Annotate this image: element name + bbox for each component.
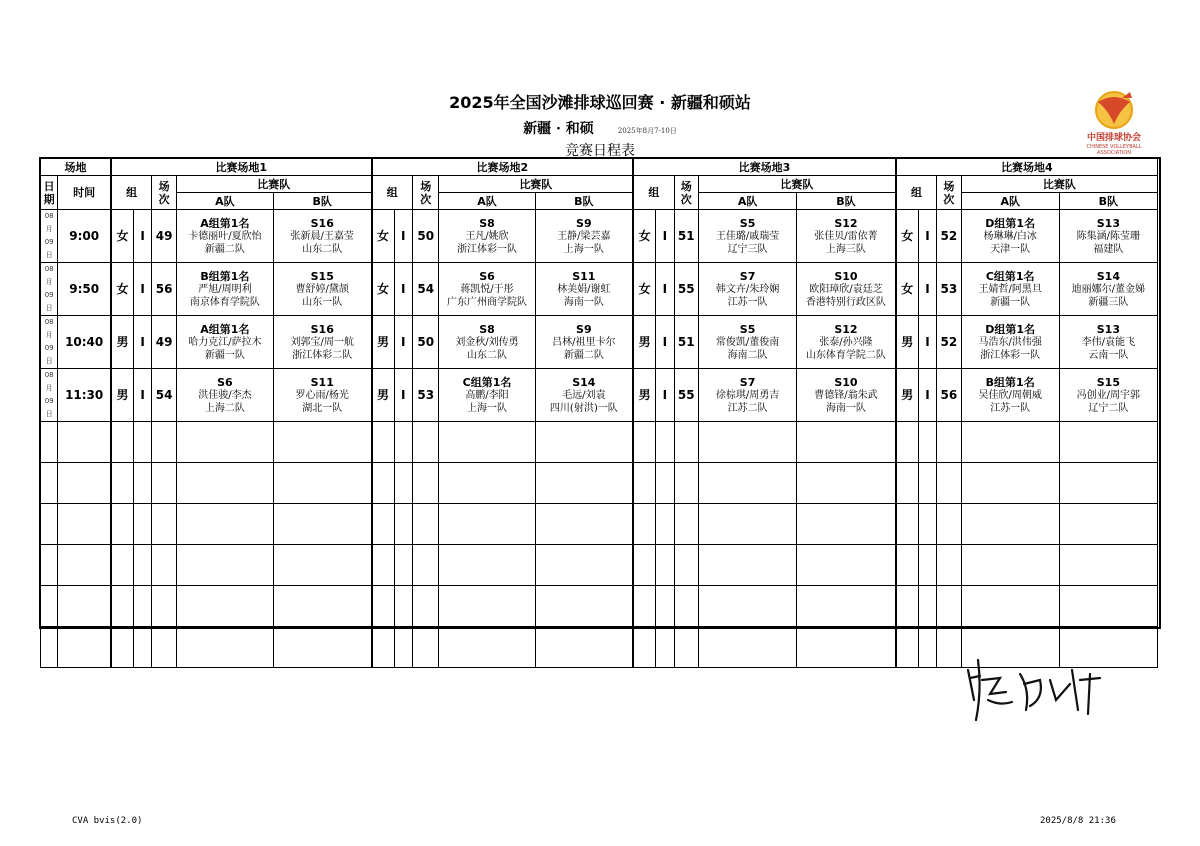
gender-cell: 女 <box>896 210 918 263</box>
player-names: 王婧哲/阿黑旦 <box>978 283 1042 295</box>
round-cell: I <box>133 369 151 422</box>
team-name: 湖北一队 <box>302 402 343 414</box>
time-cell: 10:40 <box>58 316 111 369</box>
player-names: 曹德锋/翁朱武 <box>814 389 878 401</box>
player-names: 王凡/姚欣 <box>465 230 509 242</box>
seed-label: S10 <box>834 375 858 389</box>
team-name: 新疆二队 <box>204 243 245 255</box>
seed-label: S8 <box>479 322 495 336</box>
player-names: 徐棕琪/周勇吉 <box>715 389 780 401</box>
team-a-cell <box>699 210 797 263</box>
team-a-cell <box>699 369 797 422</box>
header-team-a: A队 <box>439 193 535 210</box>
team-name: 辽宁三队 <box>727 243 768 255</box>
gender-cell: 男 <box>372 316 394 369</box>
time-cell: 9:00 <box>58 210 111 263</box>
round-cell: I <box>394 316 412 369</box>
header-time: 时间 <box>58 176 111 210</box>
header-teams: 比赛队 <box>961 176 1157 193</box>
date-cell: 08 月 09 日 <box>41 316 58 369</box>
seed-label: S6 <box>217 375 233 389</box>
team-name: 浙江体彩一队 <box>457 243 517 255</box>
team-b-cell <box>535 210 633 263</box>
header-team-b: B队 <box>797 193 896 210</box>
seed-label: S5 <box>739 322 756 336</box>
player-names: 张新晨/王嘉莹 <box>290 230 354 242</box>
seed-label: S6 <box>479 269 495 283</box>
match-number: 49 <box>152 210 177 263</box>
handwritten-signature <box>960 650 1110 730</box>
header-group: 组 <box>633 176 674 210</box>
header-group: 组 <box>372 176 413 210</box>
seed-label: S13 <box>1096 216 1120 230</box>
player-names: 冯创业/周宇郭 <box>1076 389 1141 401</box>
gender-cell: 女 <box>633 210 655 263</box>
seed-label: B组第1名 <box>985 375 1035 389</box>
team-b-cell <box>535 369 633 422</box>
team-a-cell <box>961 263 1059 316</box>
match-number: 56 <box>152 263 177 316</box>
player-names: 蒋凯悦/于彤 <box>460 283 514 295</box>
time-cell: 9:50 <box>58 263 111 316</box>
team-name: 天津一队 <box>990 243 1031 255</box>
gender-cell: 男 <box>111 316 133 369</box>
round-cell: I <box>133 210 151 263</box>
date-cell: 08 月 09 日 <box>41 263 58 316</box>
round-cell: I <box>656 369 674 422</box>
match-number: 51 <box>674 316 699 369</box>
round-cell: I <box>918 369 936 422</box>
header-teams: 比赛队 <box>439 176 633 193</box>
team-a-cell <box>439 369 535 422</box>
team-b-cell <box>1059 210 1157 263</box>
empty-row <box>41 545 1158 586</box>
player-names: 常俊凯/董俊南 <box>715 336 780 348</box>
date-cell: 08 月 09 日 <box>41 210 58 263</box>
team-name: 山东二队 <box>467 349 507 361</box>
gender-cell: 男 <box>372 369 394 422</box>
round-cell: I <box>918 263 936 316</box>
player-names: 刘金秋/刘传勇 <box>455 336 519 348</box>
team-name: 江苏一队 <box>990 402 1031 414</box>
match-number: 53 <box>937 263 962 316</box>
team-b-cell <box>797 263 896 316</box>
team-a-cell <box>439 263 535 316</box>
match-number: 56 <box>937 369 962 422</box>
player-names: 迪丽娜尔/董金娣 <box>1071 283 1146 295</box>
match-number: 55 <box>674 263 699 316</box>
gender-cell: 女 <box>111 263 133 316</box>
header-match: 场 次 <box>937 176 962 210</box>
team-name: 江苏一队 <box>727 296 768 308</box>
seed-label: S15 <box>1096 375 1120 389</box>
team-name: 海南一队 <box>825 402 866 414</box>
match-number: 50 <box>412 316 439 369</box>
team-name: 新疆一队 <box>204 349 245 361</box>
gender-cell: 男 <box>633 316 655 369</box>
team-name: 四川(射洪)一队 <box>549 402 618 414</box>
player-names: 吕林/祖里卡尔 <box>552 336 616 348</box>
seed-label: A组第1名 <box>200 216 250 230</box>
gender-cell: 男 <box>896 316 918 369</box>
header-teams: 比赛队 <box>699 176 896 193</box>
header-team-a: A队 <box>176 193 273 210</box>
player-names: 毛远/刘袁 <box>562 389 606 401</box>
team-name: 香港特别行政区队 <box>805 296 886 308</box>
team-name: 新疆三队 <box>1088 296 1129 308</box>
page-title: 2025年全国沙滩排球巡回赛 · 新疆和硕站 <box>449 93 751 112</box>
seed-label: D组第1名 <box>985 216 1036 230</box>
player-names: 李伟/袁能飞 <box>1081 336 1136 348</box>
seed-label: C组第1名 <box>985 269 1035 283</box>
team-b-cell <box>535 316 633 369</box>
player-names: 曹舒婷/黛颉 <box>295 283 349 295</box>
seed-label: S14 <box>1096 269 1120 283</box>
round-cell: I <box>656 316 674 369</box>
match-number: 54 <box>412 263 439 316</box>
team-a-cell <box>176 210 273 263</box>
seed-label: S16 <box>310 216 334 230</box>
round-cell: I <box>394 369 412 422</box>
player-names: 高鹏/李阳 <box>465 389 509 401</box>
player-names: 罗心雨/杨光 <box>295 389 349 401</box>
seed-label: D组第1名 <box>985 322 1036 336</box>
header-team-a: A队 <box>961 193 1059 210</box>
team-a-cell <box>439 316 535 369</box>
team-name: 江苏二队 <box>727 402 768 414</box>
empty-row <box>41 463 1158 504</box>
seed-label: S12 <box>834 322 858 336</box>
seed-label: A组第1名 <box>200 322 250 336</box>
player-names: 张佳贝/雷依菁 <box>814 230 878 242</box>
gender-cell: 女 <box>633 263 655 316</box>
seed-label: S7 <box>739 375 756 389</box>
match-number: 49 <box>152 316 177 369</box>
logo-text: 中国排球协会 <box>1086 133 1141 143</box>
seed-label: S11 <box>572 269 596 283</box>
team-b-cell <box>273 263 371 316</box>
team-b-cell <box>273 210 371 263</box>
team-b-cell <box>797 316 896 369</box>
player-names: 王佳璐/戚瑞莹 <box>715 230 780 242</box>
footer-printed-time: 2025/8/8 21:36 <box>1040 816 1116 826</box>
header-teams: 比赛队 <box>176 176 371 193</box>
empty-row <box>41 504 1158 545</box>
player-names: 林美娟/谢虹 <box>557 283 611 295</box>
round-cell: I <box>656 263 674 316</box>
team-a-cell <box>439 210 535 263</box>
team-name: 上海一队 <box>467 402 507 414</box>
round-cell: I <box>394 263 412 316</box>
seed-label: S11 <box>310 375 334 389</box>
seed-label: S9 <box>576 216 592 230</box>
seed-label: B组第1名 <box>200 269 250 283</box>
seed-label: S9 <box>576 322 592 336</box>
team-b-cell <box>273 316 371 369</box>
player-names: 洪佳骏/李杰 <box>198 389 252 401</box>
court-2-header: 比赛场地2 <box>372 159 634 176</box>
seed-label: S12 <box>834 216 858 230</box>
team-a-cell <box>961 369 1059 422</box>
team-name: 山东二队 <box>302 243 343 255</box>
footer-version: CVA bvis(2.0) <box>72 816 143 826</box>
team-b-cell <box>273 369 371 422</box>
match-number: 52 <box>937 210 962 263</box>
gender-cell: 男 <box>896 369 918 422</box>
team-a-cell <box>699 263 797 316</box>
seed-label: S13 <box>1096 322 1120 336</box>
gender-cell: 女 <box>111 210 133 263</box>
match-number: 52 <box>937 316 962 369</box>
header-team-a: A队 <box>699 193 797 210</box>
player-names: 陈集涵/陈莹珊 <box>1076 230 1141 242</box>
table-row <box>41 316 1158 369</box>
round-cell: I <box>656 210 674 263</box>
team-name: 上海三队 <box>825 243 866 255</box>
header-team-b: B队 <box>535 193 633 210</box>
round-cell: I <box>394 210 412 263</box>
seed-label: S14 <box>572 375 596 389</box>
table-row <box>41 263 1158 316</box>
match-number: 51 <box>674 210 699 263</box>
team-name: 山东体育学院二队 <box>805 349 886 361</box>
event-subtitle <box>0 118 1200 138</box>
team-a-cell <box>961 210 1059 263</box>
team-a-cell <box>176 263 273 316</box>
round-cell: I <box>133 263 151 316</box>
player-names: 哈力克江/萨拉木 <box>188 336 262 348</box>
team-b-cell <box>1059 369 1157 422</box>
header-team-b: B队 <box>1059 193 1157 210</box>
team-name: 山东一队 <box>302 296 343 308</box>
header-match: 场 次 <box>412 176 439 210</box>
team-b-cell <box>535 263 633 316</box>
team-name: 上海一队 <box>563 243 604 255</box>
document-name: 竞赛日程表 <box>565 143 635 159</box>
player-names: 马浩东/洪伟强 <box>978 336 1042 348</box>
gender-cell: 女 <box>372 263 394 316</box>
team-name: 海南二队 <box>727 349 768 361</box>
player-names: 韩文卉/朱玲娴 <box>715 283 780 295</box>
table-row <box>41 210 1158 263</box>
empty-row <box>41 422 1158 463</box>
match-number: 53 <box>412 369 439 422</box>
team-name: 云南一队 <box>1088 349 1129 361</box>
header-match: 场 次 <box>674 176 699 210</box>
team-name: 新疆一队 <box>990 296 1031 308</box>
gender-cell: 男 <box>633 369 655 422</box>
seed-label: C组第1名 <box>462 375 512 389</box>
schedule-table <box>40 158 1158 668</box>
team-name: 辽宁二队 <box>1088 402 1129 414</box>
player-names: 卡德丽叶/夏欣怡 <box>188 230 262 242</box>
gender-cell: 女 <box>372 210 394 263</box>
seed-label: S5 <box>739 216 756 230</box>
player-names: 严旭/周明利 <box>198 283 252 295</box>
header-match: 场 次 <box>152 176 177 210</box>
seed-label: S10 <box>834 269 858 283</box>
player-names: 杨琳琳/白冰 <box>983 230 1037 242</box>
player-names: 王静/梁芸嘉 <box>557 230 611 242</box>
header-site: 场地 <box>41 159 111 176</box>
match-number: 54 <box>152 369 177 422</box>
player-names: 刘郭宝/周一航 <box>290 336 354 348</box>
header-team-b: B队 <box>273 193 371 210</box>
court-1-header: 比赛场地1 <box>111 159 372 176</box>
logo-subtext: CHINESE VOLLEYBALL ASSOCIATION <box>1086 144 1142 156</box>
team-a-cell <box>176 316 273 369</box>
date-cell: 08 月 09 日 <box>41 369 58 422</box>
team-b-cell <box>1059 263 1157 316</box>
team-a-cell <box>699 316 797 369</box>
team-name: 福建队 <box>1093 243 1124 255</box>
gender-cell: 女 <box>896 263 918 316</box>
gender-cell: 男 <box>111 369 133 422</box>
team-b-cell <box>1059 316 1157 369</box>
player-names: 张泰/孙兴隆 <box>819 336 873 348</box>
player-names: 吴佳欣/周朝威 <box>978 389 1042 401</box>
team-b-cell <box>797 369 896 422</box>
player-names: 欧阳璋欣/袁廷芝 <box>809 283 883 295</box>
event-location: 新疆 · 和硕 <box>523 121 594 137</box>
team-name: 上海二队 <box>204 402 245 414</box>
team-a-cell <box>176 369 273 422</box>
team-a-cell <box>961 316 1059 369</box>
time-cell: 11:30 <box>58 369 111 422</box>
match-number: 50 <box>412 210 439 263</box>
event-dates: 2025年8月7-10日 <box>617 127 677 135</box>
table-row <box>41 369 1158 422</box>
round-cell: I <box>133 316 151 369</box>
team-name: 浙江体彩二队 <box>292 349 353 361</box>
court-4-header: 比赛场地4 <box>896 159 1158 176</box>
header-date: 日 期 <box>41 176 58 210</box>
court-3-header: 比赛场地3 <box>633 159 896 176</box>
seed-label: S15 <box>310 269 334 283</box>
team-name: 广东广州商学院队 <box>447 296 527 308</box>
seed-label: S8 <box>479 216 495 230</box>
match-number: 55 <box>674 369 699 422</box>
seed-label: S7 <box>739 269 756 283</box>
team-name: 浙江体彩一队 <box>980 349 1041 361</box>
seed-label: S16 <box>310 322 334 336</box>
team-b-cell <box>797 210 896 263</box>
empty-row <box>41 586 1158 627</box>
round-cell: I <box>918 210 936 263</box>
header-group: 组 <box>896 176 937 210</box>
team-name: 南京体育学院队 <box>189 296 260 308</box>
team-name: 海南一队 <box>563 296 604 308</box>
header-group: 组 <box>111 176 152 210</box>
team-name: 新疆二队 <box>563 349 604 361</box>
round-cell: I <box>918 316 936 369</box>
